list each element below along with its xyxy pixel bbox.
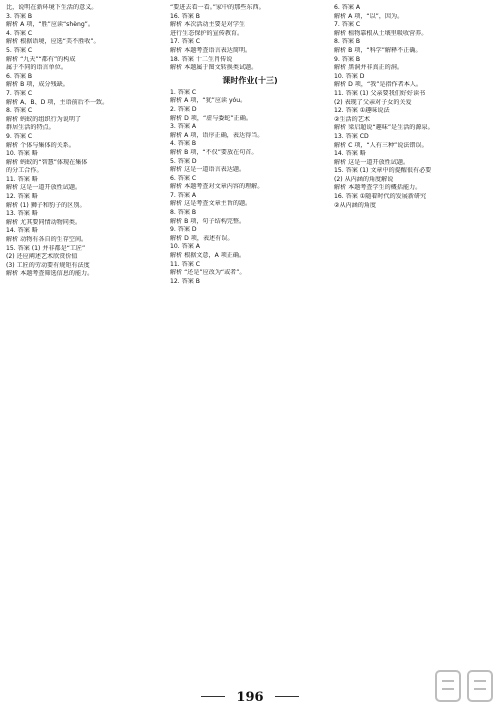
text-line: 属于不同的语言单位。 [6, 64, 67, 72]
text-line: 解析 C 项，“人有三种”说法错误。 [334, 141, 428, 149]
text-line: 10. 答案 A [170, 243, 200, 251]
text-line: 解析 动物有各自的生存空间。 [6, 236, 88, 244]
text-line: 课时作业(十三) [222, 75, 278, 85]
column-right [334, 4, 494, 680]
text-line: 14. 答案 略 [334, 150, 366, 158]
text-line: 进行生态保护的宣传教育。 [170, 29, 244, 37]
text-line: 解析 本题考查语言表达简明。 [170, 46, 252, 54]
text-line: “要进去看一看。”家中的那些东西。 [170, 4, 265, 11]
text-line: 解析 本题考查对文章内容的理解。 [170, 183, 264, 191]
text-line: 解析 根据文意，A 项正确。 [170, 252, 246, 260]
text-line: (2) 表现了父亲对子女的关爱 [334, 98, 412, 106]
text-line: 解析 (1) 狮子和豹子的区别。 [6, 201, 86, 209]
text-line: 15. 答案 (1) 并非都是“工匠” [6, 244, 86, 252]
column-middle [170, 4, 330, 680]
text-line: 5. 答案 D [170, 157, 197, 165]
text-line: 1. 答案 C [170, 88, 197, 96]
text-line: ②生活的艺术 [334, 115, 370, 123]
text-line: 13. 答案 略 [6, 210, 38, 218]
text-line: 12. 答案 ①趣味说法 [334, 107, 390, 115]
text-line: 解析 本题考查学生的概括能力。 [334, 184, 422, 192]
text-line: 2. 答案 D [170, 105, 197, 113]
text-line: 7. 答案 C [334, 21, 361, 29]
text-line: 比，说明在新环境下生活的意义。 [6, 4, 98, 11]
text-line: 11. 答案 C [170, 260, 201, 268]
text-line: 9. 答案 B [334, 55, 361, 63]
text-line: 17. 答案 C [170, 38, 201, 46]
text-line: 解析 A 项，“犹”应读 yóu。 [170, 97, 247, 105]
text-line: 4. 答案 B [170, 140, 197, 148]
text-line: 9. 答案 D [170, 226, 197, 234]
text-line: 12. 答案 略 [6, 193, 38, 201]
text-line: (2) 还应阐述艺术欣赏价值 [6, 253, 78, 261]
text-line: 解析 B 项，“不仅”要放在句首。 [170, 148, 258, 156]
text-line: 解析 本题属于图文转换类试题。 [170, 64, 258, 72]
text-line: 7. 答案 C [6, 89, 33, 97]
text-line: 解析 B 项，成分残缺。 [6, 81, 69, 89]
footer-dash-left [201, 696, 225, 697]
text-line: 解析 B 项，“科学”解释不正确。 [334, 46, 422, 54]
text-line: 6. 答案 A [334, 4, 361, 11]
text-line: 解析 A、B、D 项，主语前后不一致。 [6, 98, 109, 106]
text-line: ②从内涵的角度 [334, 201, 377, 209]
text-line: 解析 A 项，“以”，因为。 [334, 12, 404, 20]
text-line: 解析 这是一道语言表达题。 [170, 166, 246, 174]
text-line: 7. 答案 A [170, 191, 197, 199]
text-line: 4. 答案 C [6, 29, 33, 37]
text-line: 解析 B 项，句子结构完整。 [170, 217, 246, 225]
text-line: 13. 答案 CD [334, 132, 369, 140]
text-line: 9. 答案 C [6, 132, 33, 140]
text-line: 解析 这是一道开放性试题。 [334, 158, 410, 166]
text-line: 11. 答案 略 [6, 175, 38, 183]
text-line: 解析 “还是”应改为“或者”。 [170, 269, 246, 277]
text-line: 14. 答案 略 [6, 227, 38, 235]
text-line: 解析 本次活动主要是对学生 [170, 21, 246, 29]
text-line: 6. 答案 B [6, 72, 33, 80]
text-line: 6. 答案 C [170, 174, 197, 182]
watermark-logo-icon [434, 667, 496, 707]
text-line: 16. 答案 ①随着时代的发展新研究 [334, 193, 427, 201]
text-line: 16. 答案 B [170, 12, 200, 20]
text-line: 解析 根据语境，应选“美不胜收”。 [6, 38, 100, 46]
text-line: 解析 黑洞并非真正的洞。 [334, 64, 403, 72]
text-line: 8. 答案 B [170, 209, 197, 217]
text-line: 8. 答案 C [6, 107, 33, 115]
page-footer [0, 686, 500, 705]
text-line: 群居生活的特点。 [6, 124, 55, 132]
text-line: 的分工合作。 [6, 167, 43, 175]
text-line: 11. 答案 (1) 父亲要我们好好读书 [334, 89, 426, 97]
answer-columns [6, 4, 494, 680]
text-line: 解析 D 项，“虚与委蛇”正确。 [170, 114, 252, 122]
text-line: 解析 D 项，“我”是指作者本人。 [334, 81, 423, 89]
text-line: (3) 工匠的劳动要有规矩有法度 [6, 261, 90, 269]
text-line: 解析 个体与集体的关系。 [6, 141, 75, 149]
text-line: 解析 A 项，语序正确，表达得当。 [170, 131, 264, 139]
text-line: 解析 这是一道开放性试题。 [6, 184, 82, 192]
text-line: 10. 答案 D [334, 72, 365, 80]
column-left [6, 4, 166, 680]
text-line: 3. 答案 A [170, 123, 197, 131]
text-line: 解析 A 项，“胜”应读“shèng”。 [6, 21, 94, 29]
text-line: 解析 这是考查文章主旨的题。 [170, 200, 252, 208]
text-line: 解析 蚂蚁的“智慧”体现在集体 [6, 158, 88, 166]
text-line: 8. 答案 B [334, 38, 361, 46]
text-line: 解析 本题考查筛选信息的能力。 [6, 270, 94, 278]
text-line: 解析 D 项，表述有误。 [170, 234, 234, 242]
text-line: 解析 植物靠根从土壤里吸收营养。 [334, 29, 428, 37]
text-line: 解析 梁启超说“趣味”是生活的源泉。 [334, 124, 434, 132]
text-line: 12. 答案 B [170, 277, 200, 285]
text-line: 解析 尤其要同情动物同类。 [6, 218, 82, 226]
text-line: 3. 答案 B [6, 12, 33, 20]
text-line: 解析 蚂蚁的组织行为说明了 [6, 115, 82, 123]
footer-dash-right [275, 696, 299, 697]
page-number: 196 [236, 690, 264, 705]
text-line: (2) 从内涵的角度解说 [334, 175, 394, 183]
text-line: 15. 答案 (1) 文章中的提醒很有必要 [334, 167, 432, 175]
text-line: 5. 答案 C [6, 46, 33, 54]
text-line: 18. 答案 十二生肖传说 [170, 55, 233, 63]
text-line: 解析 “九天”“都有”的构成 [6, 55, 76, 63]
text-line: 10. 答案 略 [6, 150, 38, 158]
